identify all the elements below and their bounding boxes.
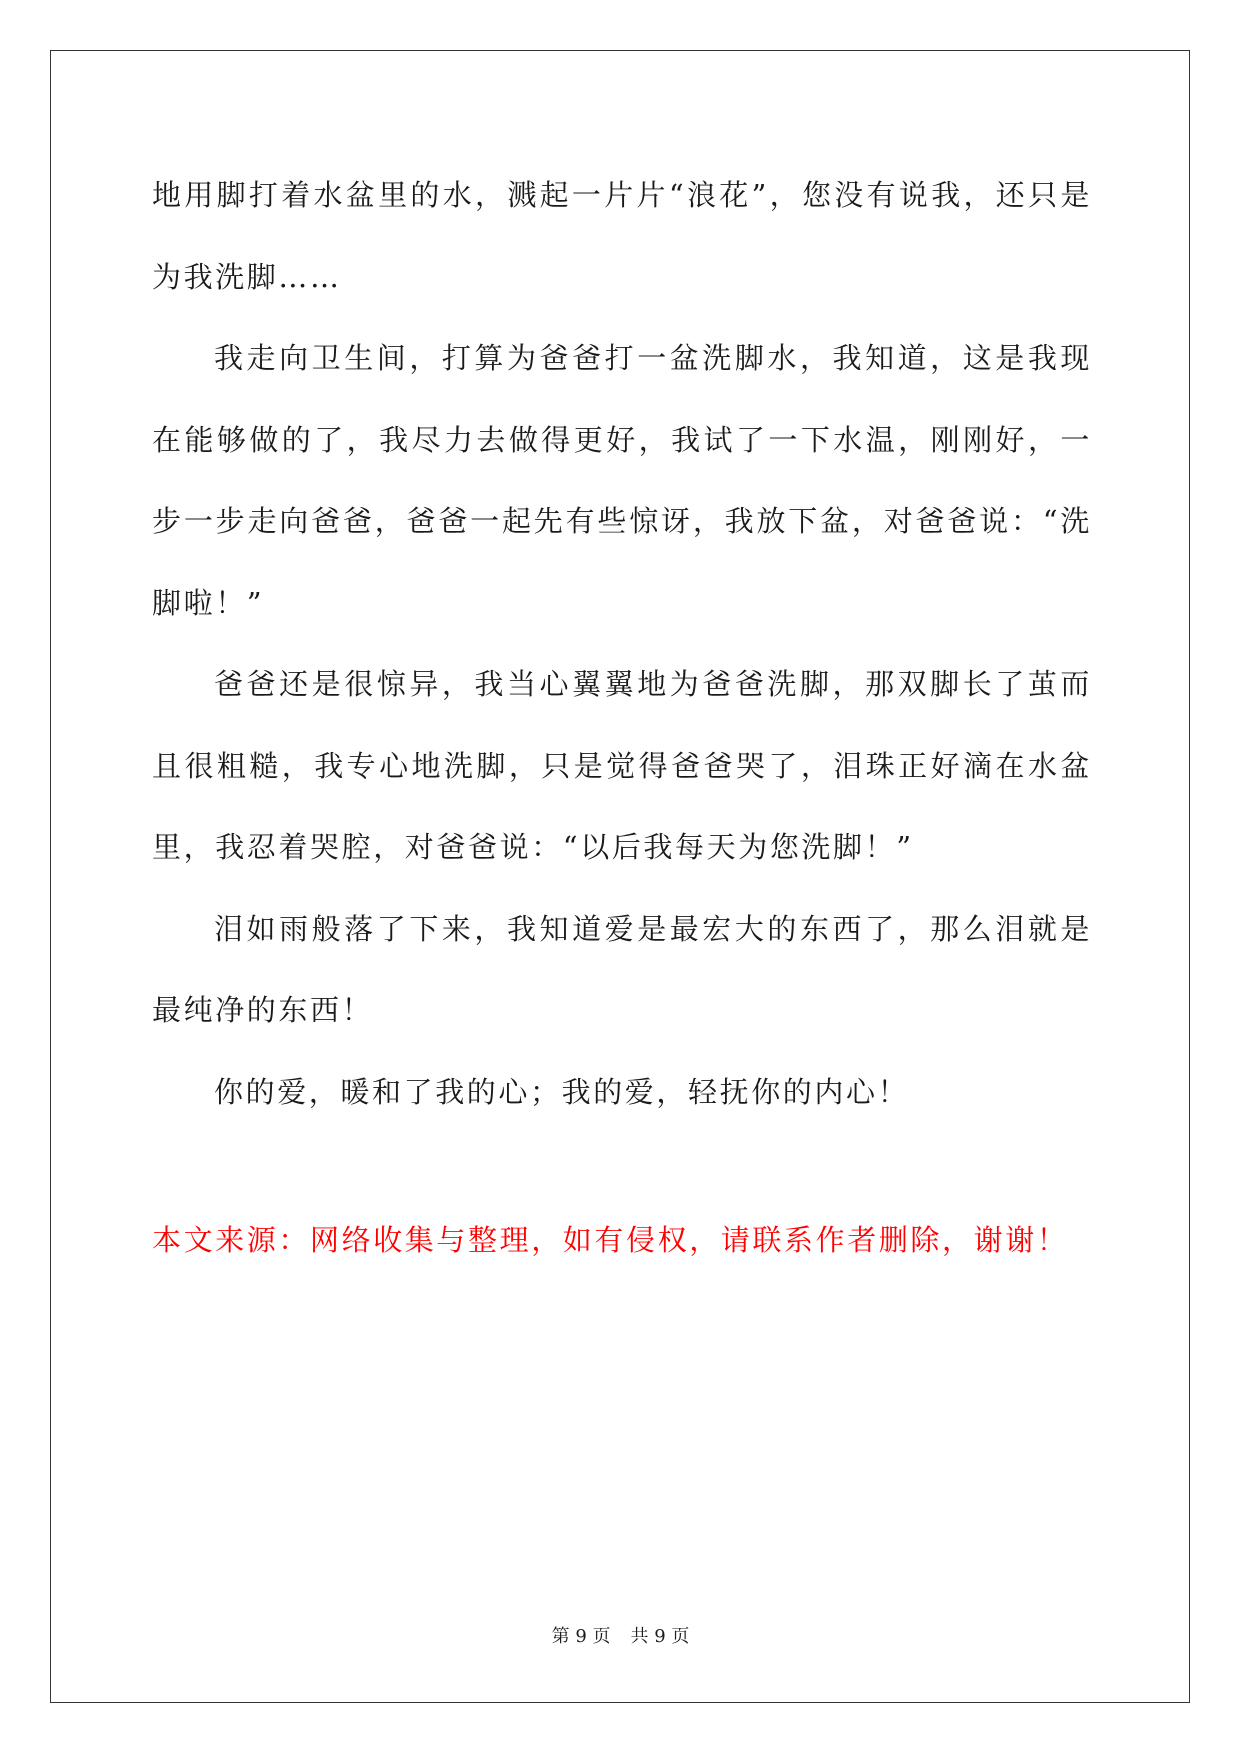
paragraph-1: 地用脚打着水盆里的水，溅起一片片“浪花”，您没有说我，还只是为我洗脚…… <box>152 178 1092 294</box>
source-notice: 本文来源：网络收集与整理，如有侵权，请联系作者删除，谢谢！ <box>152 1223 1069 1257</box>
document-body <box>152 155 1092 1133</box>
page-footer <box>0 1622 1241 1648</box>
page-total: 共 9 页 <box>630 1626 690 1647</box>
paragraph-4: 泪如雨般落了下来，我知道爱是最宏大的东西了，那么泪就是最纯净的东西！ <box>152 911 1092 1027</box>
paragraph-5: 你的爱，暖和了我的心；我的爱，轻抚你的内心！ <box>214 1074 910 1109</box>
paragraph-3: 爸爸还是很惊异，我当心翼翼地为爸爸洗脚，那双脚长了茧而且很粗糙，我专心地洗脚，只是觉得爸爸哭了，泪珠正好滴在水盆里，我忍着哭腔，对爸爸说：“以后我每天为您洗脚！” <box>152 667 1092 864</box>
page-number: 第 9 页 <box>551 1626 611 1647</box>
paragraph-2: 我走向卫生间，打算为爸爸打一盆洗脚水，我知道，这是我现在能够做的了，我尽力去做得更好，我试了一下水温，刚刚好，一步一步走向爸爸，爸爸一起先有些惊讶，我放下盆，对爸爸说：“洗脚啦！” <box>152 341 1092 620</box>
